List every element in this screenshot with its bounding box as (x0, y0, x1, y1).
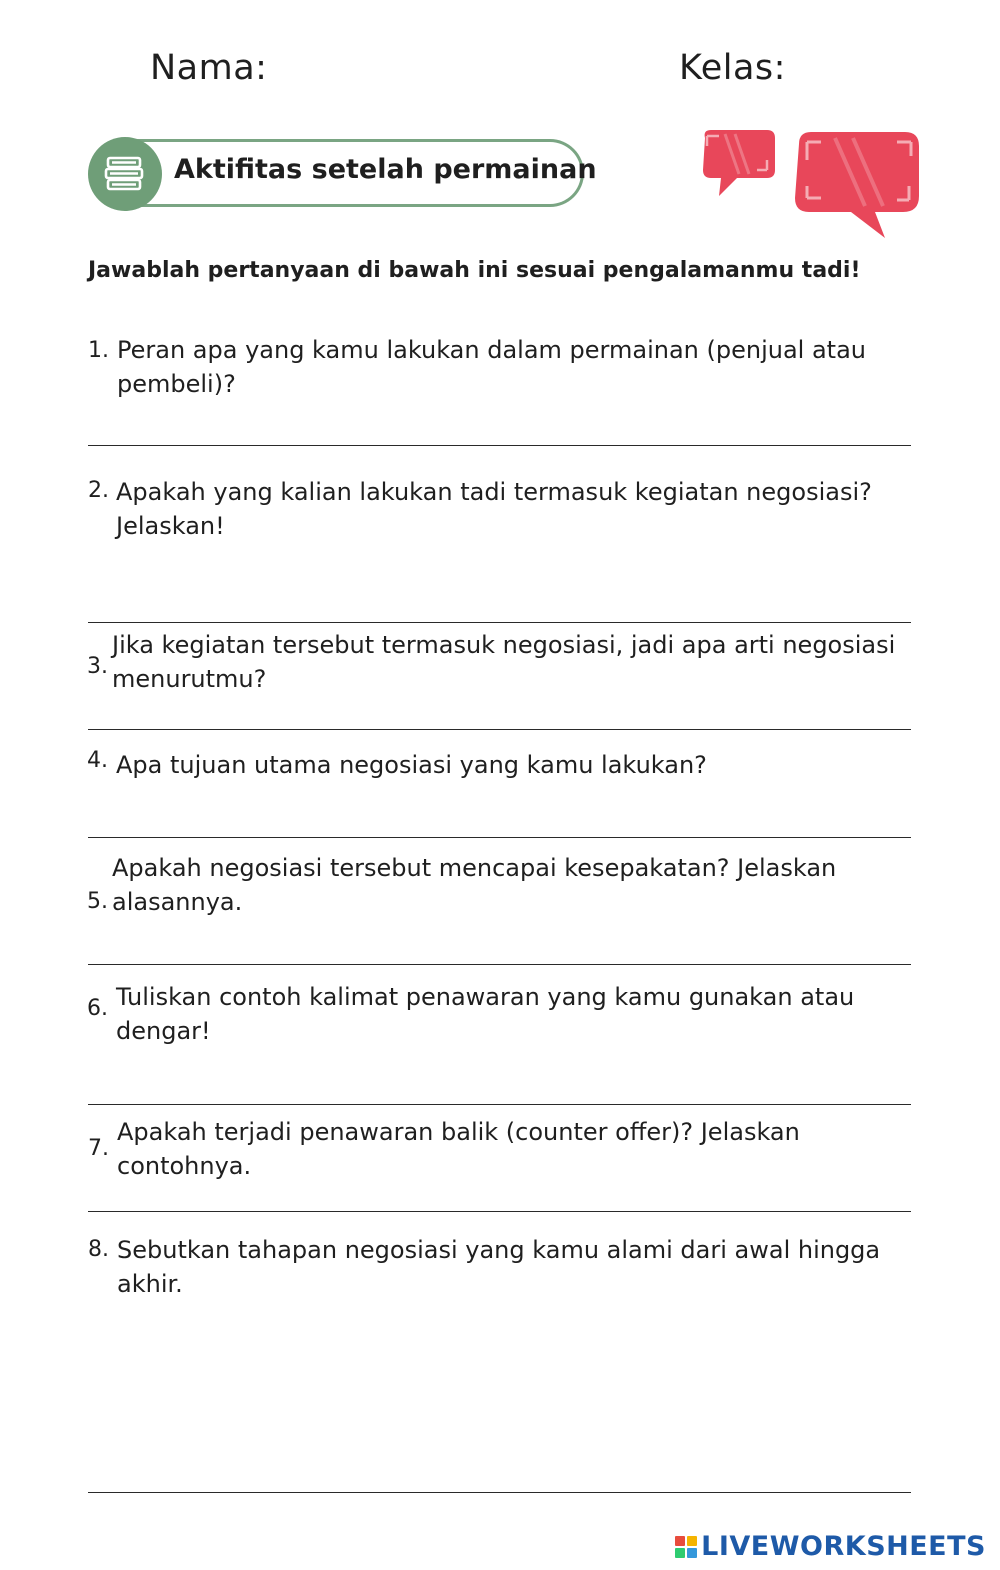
question-number: 7. (88, 1136, 109, 1161)
question-number: 3. (87, 654, 108, 679)
answer-line[interactable] (88, 1104, 911, 1105)
question-text: Jika kegiatan tersebut termasuk negosiasi, jadi apa arti negosiasi menurutmu? (112, 631, 896, 693)
question-text: Tuliskan contoh kalimat penawaran yang kamu gunakan atau dengar! (116, 983, 855, 1045)
logo-grid-icon (675, 1536, 697, 1558)
question-number: 2. (88, 478, 109, 503)
badge-title: Aktifitas setelah permainan (174, 154, 597, 185)
speech-bubbles-icon (695, 126, 925, 242)
question-text: Apakah yang kalian lakukan tadi termasuk kegiatan negosiasi? Jelaskan! (116, 478, 872, 540)
answer-line[interactable] (88, 729, 911, 730)
answer-line[interactable] (88, 622, 911, 623)
class-label: Kelas: (679, 48, 786, 88)
question-text: Apa tujuan utama negosiasi yang kamu lakukan? (116, 751, 707, 779)
instruction-text: Jawablah pertanyaan di bawah ini sesuai pengalamanmu tadi! (88, 258, 861, 283)
name-label: Nama: (150, 48, 268, 88)
answer-line[interactable] (88, 1492, 911, 1493)
logo-text: LIVEWORKSHEETS (701, 1531, 986, 1562)
question-number: 4. (87, 748, 108, 773)
question-number: 5. (87, 889, 108, 914)
answer-line[interactable] (88, 1211, 911, 1212)
question-number: 8. (88, 1237, 109, 1262)
question-text: Sebutkan tahapan negosiasi yang kamu alami dari awal hingga akhir. (117, 1236, 881, 1298)
books-icon (88, 137, 162, 211)
answer-line[interactable] (88, 445, 911, 446)
liveworksheets-logo[interactable] (675, 1531, 986, 1562)
question-number: 1. (88, 338, 109, 363)
answer-line[interactable] (88, 837, 911, 838)
question-text: Apakah terjadi penawaran balik (counter offer)? Jelaskan contohnya. (117, 1118, 800, 1180)
question-number: 6. (87, 996, 108, 1021)
question-text: Apakah negosiasi tersebut mencapai kesepakatan? Jelaskan alasannya. (112, 854, 837, 916)
question-text: Peran apa yang kamu lakukan dalam permainan (penjual atau pembeli)? (117, 336, 867, 398)
answer-line[interactable] (88, 964, 911, 965)
section-badge (88, 137, 597, 211)
